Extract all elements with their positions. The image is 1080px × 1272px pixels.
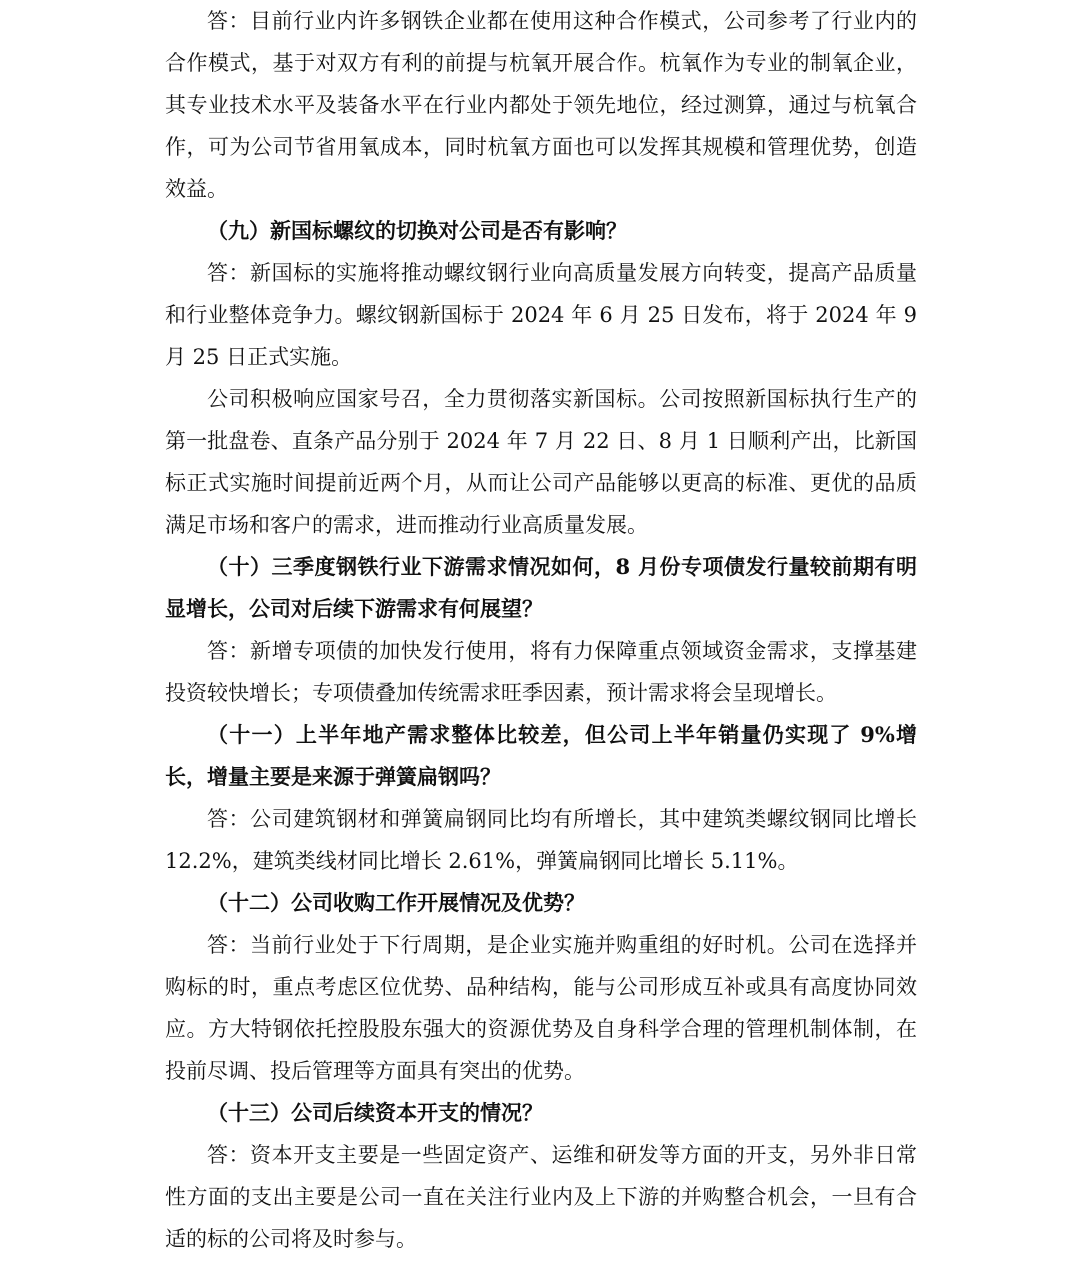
question-9-new-standard: （九）新国标螺纹的切换对公司是否有影响？: [207, 218, 627, 243]
answer-13: 答：资本开支主要是一些固定资产、运维和研发等方面的开支，另外非日常性方面的支出主要是公司一直在关注行业内及上下游的并购整合机会，一旦有合适的标的公司将及时参与。: [165, 1143, 917, 1251]
answer-hangyang-cooperation: 答：目前行业内许多钢铁企业都在使用这种合作模式，公司参考了行业内的合作模式，基于对双方有利的前提与杭氧开展合作。杭氧作为专业的制氧企业，其专业技术水平及装备水平在行业内都处于领先地位，经过测算，通过与杭氧合作，可为公司节省用氧成本，同时杭氧方面也可以发挥其规模和管理优势，创造效益。: [165, 9, 917, 201]
question-11-sales-growth: （十一）上半年地产需求整体比较差，但公司上半年销量仍实现了 9%增长，增量主要是来源于弹簧扁钢吗？: [165, 722, 917, 789]
answer-10: 答：新增专项债的加快发行使用，将有力保障重点领域资金需求，支撑基建投资较快增长；专项债叠加传统需求旺季因素，预计需求将会呈现增长。: [165, 639, 917, 705]
question-10-downstream-demand: （十）三季度钢铁行业下游需求情况如何，8 月份专项债发行量较前期有明显增长，公司对后续下游需求有何展望？: [165, 554, 917, 621]
answer-9-part2: 公司积极响应国家号召，全力贯彻落实新国标。公司按照新国标执行生产的第一批盘卷、直条产品分别于 2024 年 7 月 22 日、8 月 1 日顺利产出，比新国标正式实施时间提前近两个月，从而让公司产品能够以更高的标准、更优的品质满足市场和客户的需求，进而推动行业高质量发展。: [165, 387, 917, 537]
question-13-capex: （十三）公司后续资本开支的情况？: [207, 1100, 543, 1125]
answer-11: 答：公司建筑钢材和弹簧扁钢同比均有所增长，其中建筑类螺纹钢同比增长 12.2%，建筑类线材同比增长 2.61%，弹簧扁钢同比增长 5.11%。: [165, 807, 917, 873]
question-12-acquisition: （十二）公司收购工作开展情况及优势？: [207, 890, 585, 915]
answer-9-part1: 答：新国标的实施将推动螺纹钢行业向高质量发展方向转变，提高产品质量和行业整体竞争力。螺纹钢新国标于 2024 年 6 月 25 日发布，将于 2024 年 9 月 25 日正式实施。: [165, 261, 917, 369]
answer-12: 答：当前行业处于下行周期，是企业实施并购重组的好时机。公司在选择并购标的时，重点考虑区位优势、品种结构，能与公司形成互补或具有高度协同效应。方大特钢依托控股股东强大的资源优势及自身科学合理的管理机制体制，在投前尽调、投后管理等方面具有突出的优势。: [165, 933, 917, 1083]
document-page: [165, 0, 917, 1260]
